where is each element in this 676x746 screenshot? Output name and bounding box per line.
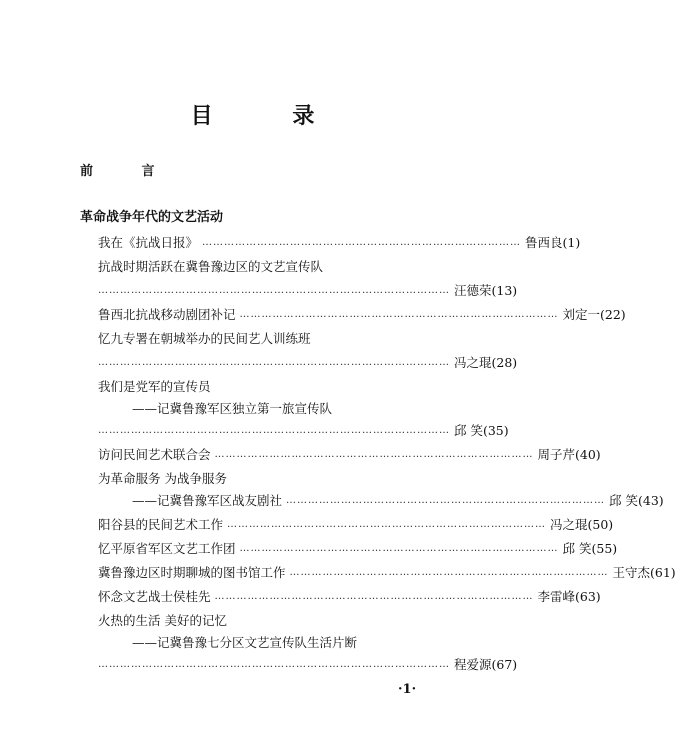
- entry-title: 访问民间艺术联合会: [98, 447, 211, 462]
- entry-title: 抗战时期活跃在冀鲁豫边区的文艺宣传队: [98, 259, 324, 274]
- leader-dots: ……………………………………………………………………………: [227, 519, 547, 530]
- entry-author: 冯之琨(50): [550, 517, 614, 532]
- toc-entry: [98, 610, 227, 632]
- entry-author: 邱 笑(35): [454, 423, 509, 438]
- toc-entry-continuation: [98, 280, 518, 302]
- toc-entry: [98, 328, 311, 350]
- entry-author: 李雷峰(63): [537, 589, 601, 604]
- entry-author: 邱 笑(55): [562, 541, 618, 556]
- leader-dots: ……………………………………………………………………………………: [98, 659, 450, 670]
- preface-heading: 前 言: [80, 164, 177, 179]
- leader-dots: ……………………………………………………………………………: [289, 567, 609, 578]
- page-number: ·1·: [398, 682, 417, 697]
- entry-author: 汪德荣(13): [454, 283, 518, 298]
- entry-author: 邱 笑(43): [609, 493, 664, 508]
- entry-title: 阳谷县的民间艺术工作: [98, 517, 224, 532]
- section-heading: 革命战争年代的文艺活动: [80, 210, 224, 225]
- entry-author: 刘定一(22): [562, 307, 626, 322]
- entry-author: 周子芹(40): [537, 447, 601, 462]
- entry-author: 鲁西良(1): [525, 235, 581, 250]
- leader-dots: ……………………………………………………………………………: [239, 309, 559, 320]
- entry-title: 鲁西北抗战移动剧团补记: [98, 307, 236, 322]
- entry-author: 王守杰(61): [612, 565, 676, 580]
- toc-entry: [98, 538, 618, 560]
- entry-title: 忆平原省军区文艺工作团: [98, 541, 236, 556]
- toc-entry: [98, 256, 323, 278]
- entry-title: 怀念文艺战士侯桂先: [98, 589, 211, 604]
- leader-dots: ……………………………………………………………………………: [214, 449, 534, 460]
- toc-entry: [98, 232, 581, 254]
- leader-dots: ……………………………………………………………………………: [286, 495, 606, 506]
- entry-title: 忆九专署在朝城举办的民间艺人训练班: [98, 331, 311, 346]
- toc-entry-subtitle: [132, 398, 332, 420]
- page-title: 目 录: [190, 103, 351, 129]
- entry-title: 冀鲁豫边区时期聊城的图书馆工作: [98, 565, 286, 580]
- toc-entry: [98, 468, 227, 490]
- entry-title: 为革命服务 为战争服务: [98, 471, 227, 486]
- entry-subtitle: ——记冀鲁豫军区独立第一旅宣传队: [132, 401, 333, 416]
- toc-entry: [98, 304, 626, 326]
- entry-title: 我在《抗战日报》: [98, 235, 199, 250]
- toc-entry: [98, 514, 614, 536]
- entry-author: 程爱源(67): [454, 657, 518, 672]
- entry-title: 火热的生活 美好的记忆: [98, 613, 227, 628]
- leader-dots: ……………………………………………………………………………: [239, 543, 559, 554]
- toc-entry-continuation: [98, 420, 509, 442]
- toc-entry-continuation: [98, 654, 518, 676]
- leader-dots: ……………………………………………………………………………: [202, 237, 522, 248]
- entry-title: 我们是党军的宣传员: [98, 379, 211, 394]
- leader-dots: ……………………………………………………………………………: [214, 591, 534, 602]
- leader-dots: ……………………………………………………………………………………: [98, 425, 450, 436]
- toc-entry-continuation: [98, 352, 518, 374]
- entry-subtitle: ——记冀鲁豫七分区文艺宣传队生活片断: [132, 635, 358, 650]
- entry-subtitle: ——记冀鲁豫军区战友剧社: [132, 493, 283, 508]
- toc-entry: [98, 562, 676, 584]
- toc-entry: [98, 444, 601, 466]
- toc-entry: [98, 376, 211, 398]
- toc-entry-subtitle: [132, 490, 664, 512]
- entry-author: 冯之琨(28): [454, 355, 518, 370]
- leader-dots: ……………………………………………………………………………………: [98, 357, 450, 368]
- toc-entry-subtitle: [132, 632, 357, 654]
- toc-entry: [98, 586, 601, 608]
- leader-dots: ……………………………………………………………………………………: [98, 285, 450, 296]
